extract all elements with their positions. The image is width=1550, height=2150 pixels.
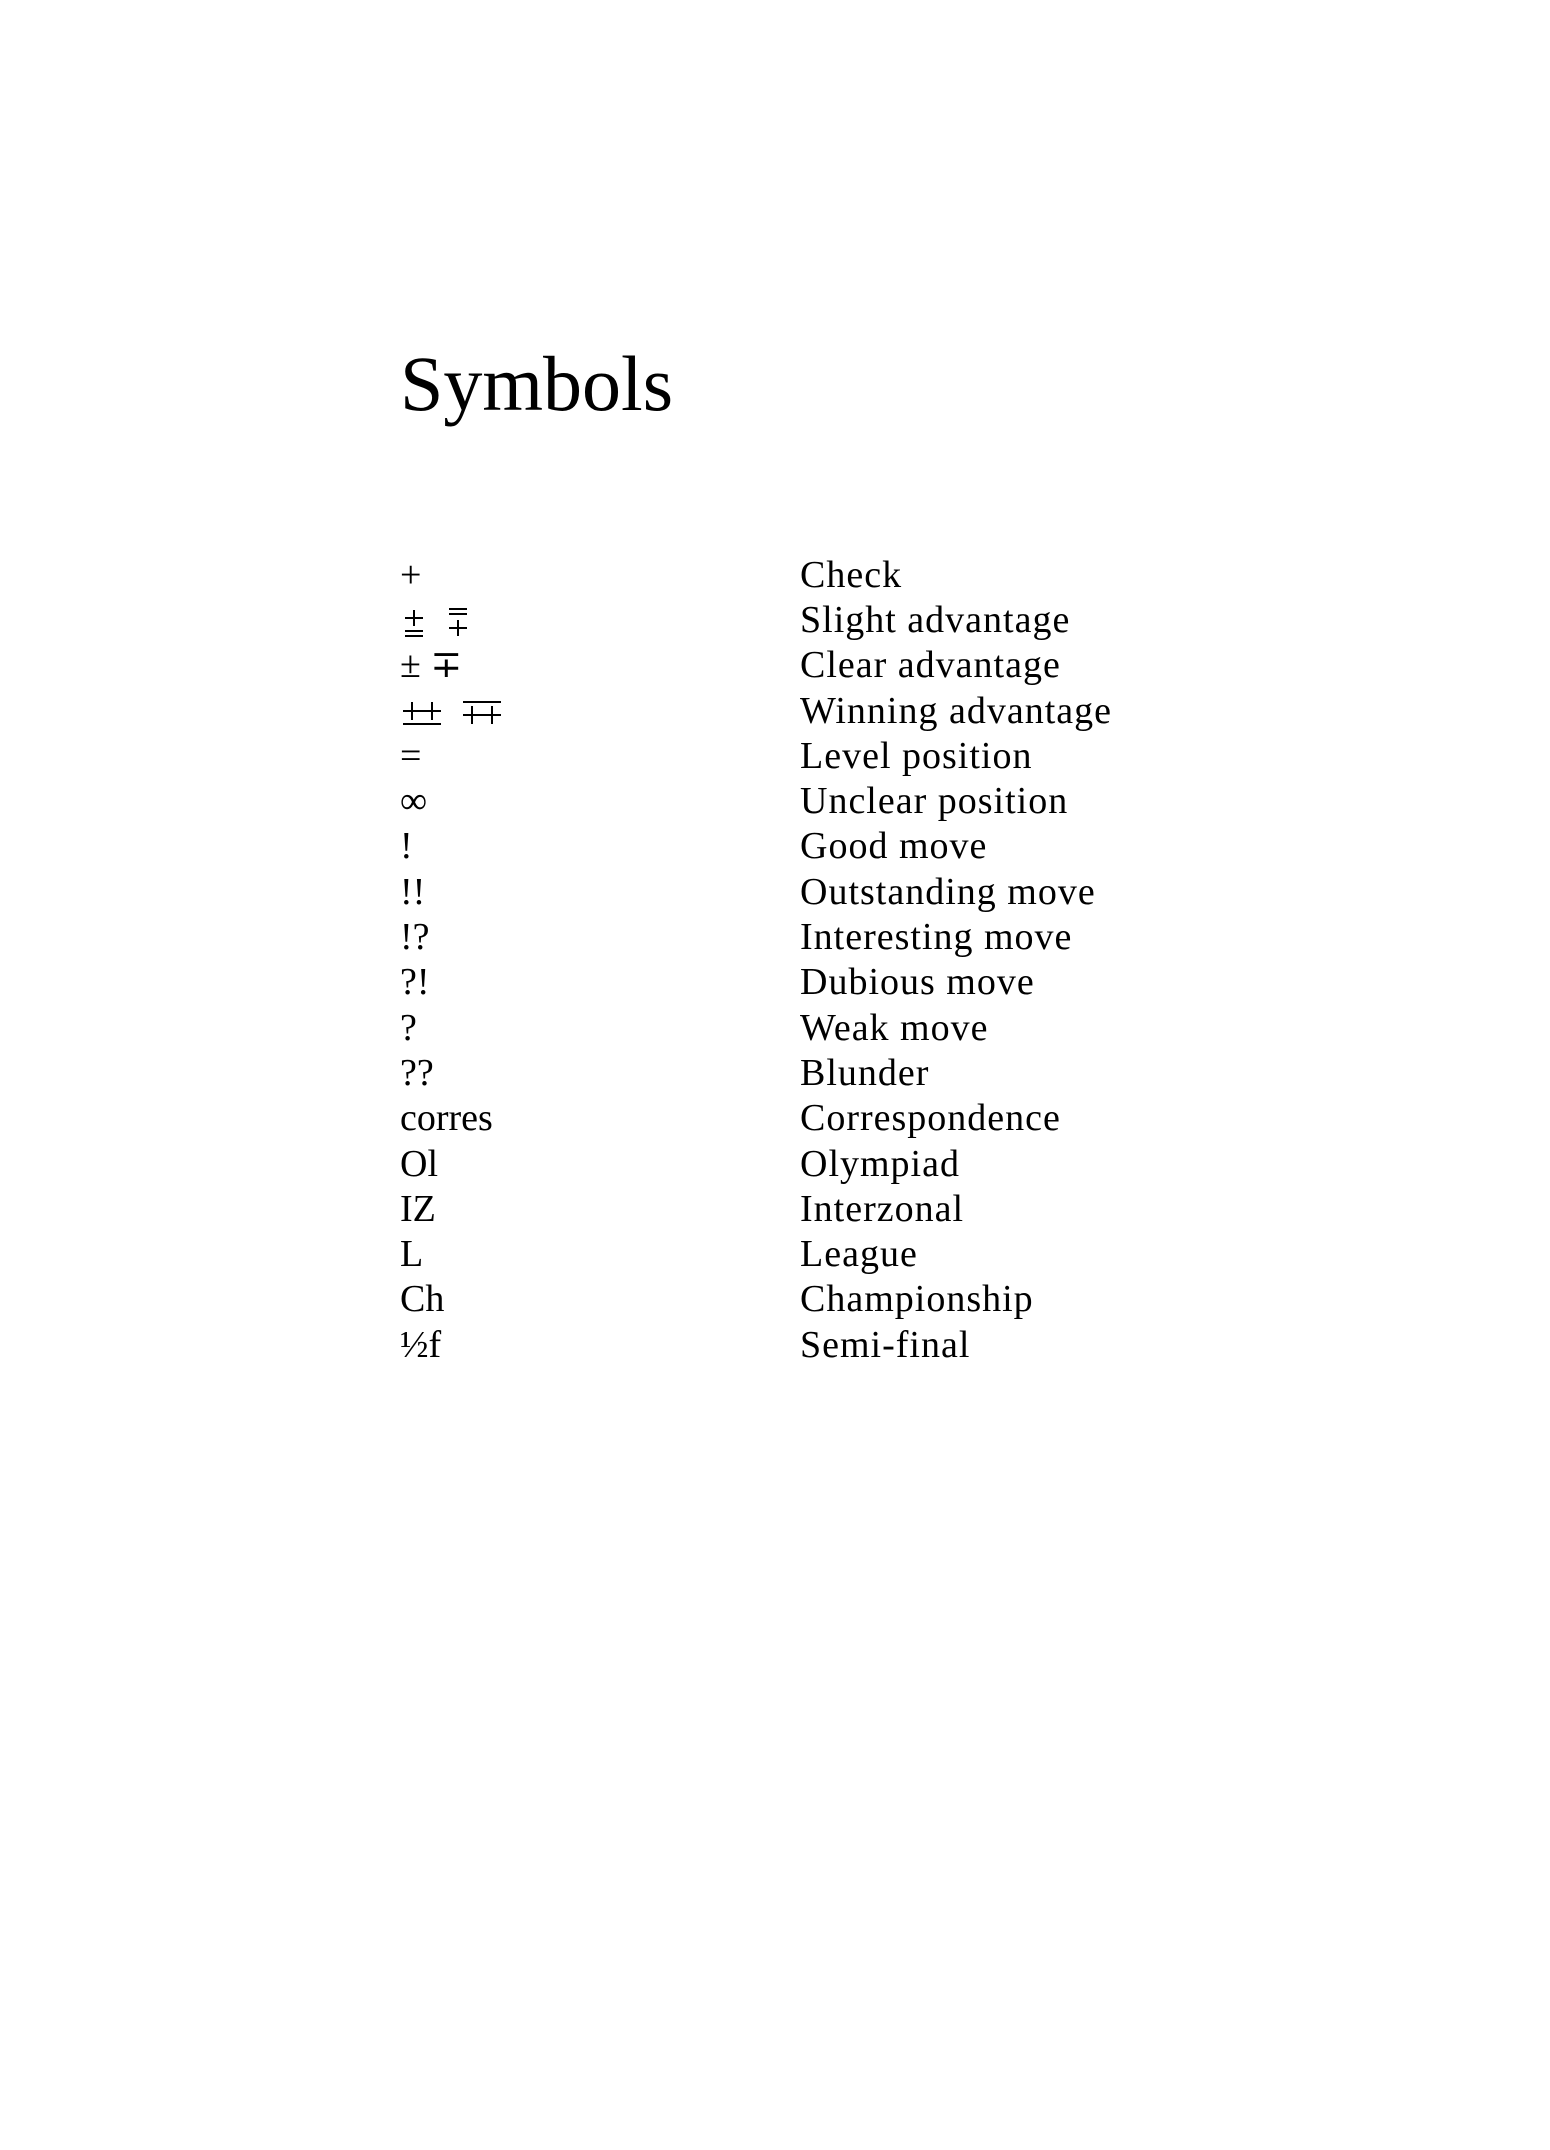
symbol: Ol: [400, 1142, 438, 1185]
symbol-row: [400, 960, 1300, 1005]
symbol-row: [400, 597, 1300, 642]
winning-advantage-icon: [400, 691, 800, 730]
meaning: Dubious move: [800, 961, 1035, 1004]
meaning: Weak move: [800, 1006, 989, 1049]
symbol: ± ∓: [400, 644, 463, 687]
meaning: Blunder: [800, 1051, 930, 1094]
symbol: ?: [400, 1006, 417, 1049]
symbol-row: [400, 1141, 1300, 1186]
symbol-row: [400, 1277, 1300, 1322]
symbol: !: [400, 825, 413, 868]
symbol: !!: [400, 870, 426, 913]
symbol-row: [400, 1050, 1300, 1095]
symbol-row: [400, 1322, 1300, 1367]
meaning: Interzonal: [800, 1187, 965, 1230]
symbol: Ch: [400, 1278, 445, 1321]
symbol-row: [400, 824, 1300, 869]
meaning: Championship: [800, 1278, 1034, 1321]
symbol-row: [400, 1005, 1300, 1050]
symbol: =: [400, 734, 422, 777]
meaning: Good move: [800, 825, 988, 868]
meaning: Unclear position: [800, 780, 1069, 823]
symbol-row: [400, 869, 1300, 914]
symbol-row: [400, 688, 1300, 733]
symbols-table: [400, 552, 1300, 1367]
meaning: Interesting move: [800, 916, 1073, 959]
symbol-row: [400, 778, 1300, 823]
symbol-row: [400, 914, 1300, 959]
symbol: IZ: [400, 1187, 436, 1230]
symbol-row: [400, 1096, 1300, 1141]
symbol: !?: [400, 916, 430, 959]
symbol-row: [400, 552, 1300, 597]
slight-advantage-icon: [400, 600, 800, 639]
symbol-row: [400, 643, 1300, 688]
symbol: ??: [400, 1051, 434, 1094]
meaning: Olympiad: [800, 1142, 960, 1185]
symbol-row: [400, 1186, 1300, 1231]
symbol-row: [400, 1231, 1300, 1276]
meaning: Slight advantage: [800, 598, 1071, 641]
meaning: Check: [800, 553, 903, 596]
meaning: Outstanding move: [800, 870, 1096, 913]
symbol-row: [400, 733, 1300, 778]
meaning: Correspondence: [800, 1097, 1061, 1140]
symbol: ?!: [400, 961, 430, 1004]
page-title: Symbols: [400, 340, 674, 427]
infinity-icon: ∞: [400, 780, 428, 823]
meaning: Clear advantage: [800, 644, 1061, 687]
meaning: League: [800, 1233, 918, 1276]
meaning: Level position: [800, 734, 1033, 777]
symbol: L: [400, 1233, 424, 1276]
meaning: Winning advantage: [800, 689, 1112, 732]
symbol: corres: [400, 1097, 493, 1140]
symbol: +: [400, 553, 422, 596]
symbol: ½f: [400, 1323, 442, 1366]
meaning: Semi-final: [800, 1323, 971, 1366]
